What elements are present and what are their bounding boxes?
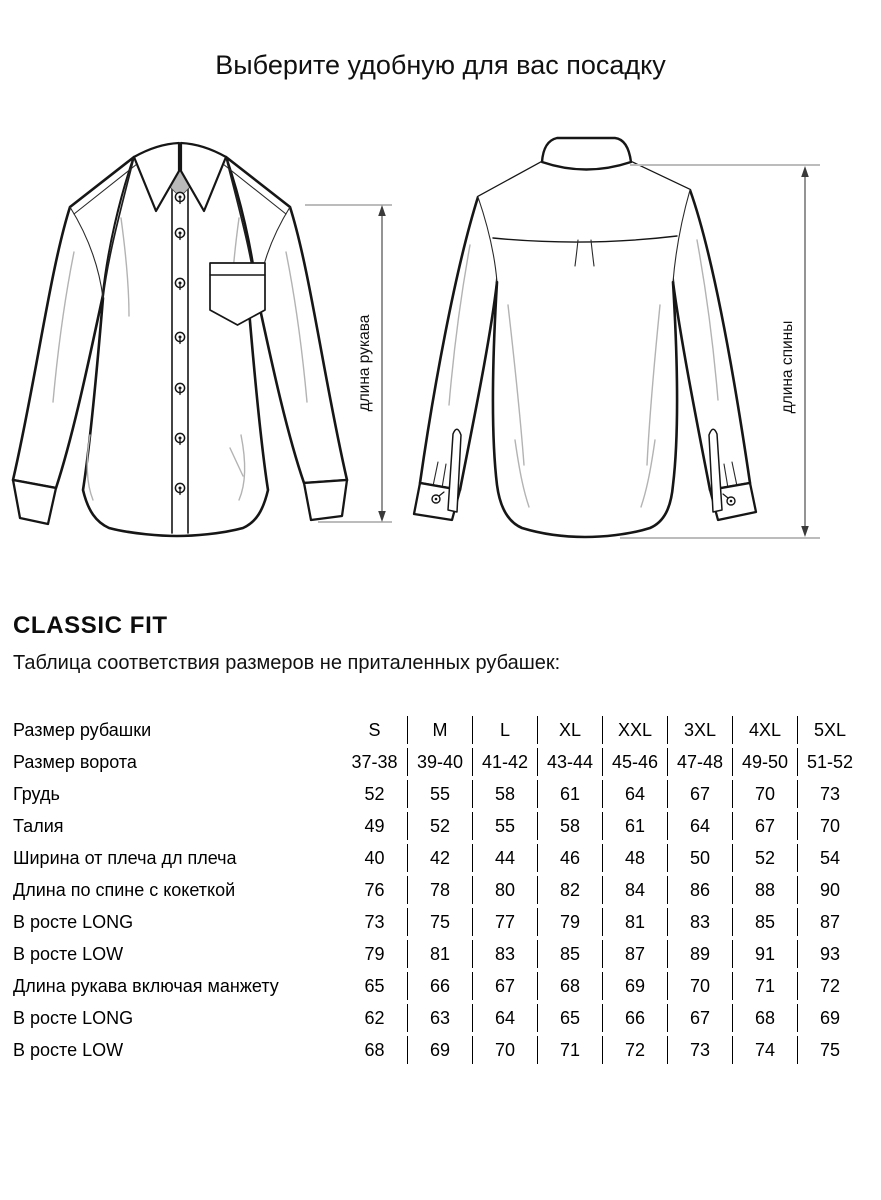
front-right-cuff — [304, 480, 347, 520]
size-value-cell: 80 — [472, 876, 537, 904]
page-title: Выберите удобную для вас посадку — [215, 50, 666, 80]
size-value-cell: 64 — [602, 780, 667, 808]
row-label: Длина по спине с кокеткой — [13, 879, 236, 900]
size-value-cell: 52 — [732, 844, 797, 872]
size-value-cell: XL — [537, 716, 602, 744]
size-value-cell: 68 — [732, 1004, 797, 1032]
row-label: Размер ворота — [13, 751, 137, 772]
size-value-cell: 87 — [602, 940, 667, 968]
shirt-front-drawing — [13, 143, 347, 536]
shirt-back-drawing — [414, 138, 756, 537]
size-value-cell: 78 — [407, 876, 472, 904]
size-value-cell: 85 — [537, 940, 602, 968]
size-value-cell: 58 — [472, 780, 537, 808]
size-value-cell: 67 — [732, 812, 797, 840]
table-row — [13, 908, 862, 936]
table-row — [13, 716, 862, 744]
row-label: В росте LONG — [13, 1007, 134, 1028]
arrow-head-down-icon — [378, 511, 386, 522]
size-value-cell: 65 — [537, 1004, 602, 1032]
size-value-cell: 83 — [667, 908, 732, 936]
size-value-cell: 70 — [667, 972, 732, 1000]
size-value-cell: 93 — [797, 940, 862, 968]
size-value-cell: 37-38 — [351, 751, 398, 772]
size-value-cell: 81 — [407, 940, 472, 968]
size-value-cell: 73 — [667, 1036, 732, 1064]
size-value-cell: 51-52 — [797, 748, 862, 776]
size-value-cell: 74 — [732, 1036, 797, 1064]
size-value-cell: 75 — [797, 1036, 862, 1064]
size-value-cell: 47-48 — [667, 748, 732, 776]
size-value-cell: 49-50 — [732, 748, 797, 776]
table-row — [13, 748, 862, 776]
size-value-cell: 49 — [364, 815, 385, 836]
arrow-head-up-icon — [378, 205, 386, 216]
size-value-cell: 52 — [364, 783, 385, 804]
table-row — [13, 780, 862, 808]
size-value-cell: 63 — [407, 1004, 472, 1032]
size-value-cell: 66 — [602, 1004, 667, 1032]
size-value-cell: 40 — [364, 847, 385, 868]
size-value-cell: 54 — [797, 844, 862, 872]
size-value-cell: 86 — [667, 876, 732, 904]
size-value-cell: 61 — [602, 812, 667, 840]
size-value-cell: 73 — [797, 780, 862, 808]
size-value-cell: 46 — [537, 844, 602, 872]
size-value-cell: 87 — [797, 908, 862, 936]
table-caption: Таблица соответствия размеров не приталенных рубашек: — [13, 652, 561, 674]
size-value-cell: 41-42 — [472, 748, 537, 776]
size-value-cell: 84 — [602, 876, 667, 904]
size-value-cell: 79 — [364, 943, 385, 964]
size-value-cell: XXL — [602, 716, 667, 744]
size-value-cell: 81 — [602, 908, 667, 936]
size-value-cell: 68 — [537, 972, 602, 1000]
size-value-cell: 72 — [602, 1036, 667, 1064]
size-value-cell: 67 — [472, 972, 537, 1000]
size-value-cell: 91 — [732, 940, 797, 968]
sleeve-length-label: длина рукава — [356, 314, 373, 412]
size-value-cell: 50 — [667, 844, 732, 872]
size-value-cell: 64 — [667, 812, 732, 840]
size-value-cell: M — [407, 716, 472, 744]
table-row — [13, 812, 862, 840]
size-value-cell: 70 — [732, 780, 797, 808]
arrow-head-up-icon — [801, 166, 809, 177]
back-body — [478, 162, 690, 537]
size-value-cell: 90 — [797, 876, 862, 904]
front-left-cuff — [13, 480, 56, 524]
size-value-cell: 77 — [472, 908, 537, 936]
size-value-cell: 58 — [537, 812, 602, 840]
size-value-cell: 55 — [472, 812, 537, 840]
size-value-cell: 82 — [537, 876, 602, 904]
size-value-cell: 69 — [602, 972, 667, 1000]
size-table — [13, 712, 862, 1068]
table-row — [13, 1036, 862, 1064]
row-label: В росте LONG — [13, 911, 134, 932]
row-label: Размер рубашки — [13, 719, 152, 740]
size-value-cell: 62 — [364, 1007, 385, 1028]
size-value-cell: 3XL — [667, 716, 732, 744]
size-value-cell: 68 — [364, 1039, 385, 1060]
size-value-cell: 72 — [797, 972, 862, 1000]
size-value-cell: 75 — [407, 908, 472, 936]
row-label: Талия — [13, 815, 64, 836]
size-value-cell: 52 — [407, 812, 472, 840]
size-value-cell: 48 — [602, 844, 667, 872]
size-value-cell: L — [472, 716, 537, 744]
back-length-label: длина спины — [779, 320, 796, 414]
size-table-body — [13, 716, 862, 1064]
size-value-cell: 73 — [364, 911, 385, 932]
row-label: В росте LOW — [13, 943, 124, 964]
size-value-cell: 83 — [472, 940, 537, 968]
size-value-cell: 42 — [407, 844, 472, 872]
size-value-cell: 44 — [472, 844, 537, 872]
size-value-cell: 65 — [364, 975, 385, 996]
row-label: Грудь — [13, 783, 60, 804]
size-value-cell: 70 — [472, 1036, 537, 1064]
row-label: В росте LOW — [13, 1039, 124, 1060]
size-value-cell: 71 — [732, 972, 797, 1000]
size-value-cell: 70 — [797, 812, 862, 840]
size-value-cell: 85 — [732, 908, 797, 936]
table-row — [13, 876, 862, 904]
size-value-cell: 76 — [364, 879, 385, 900]
size-value-cell: 4XL — [732, 716, 797, 744]
size-value-cell: 69 — [407, 1036, 472, 1064]
size-value-cell: 43-44 — [537, 748, 602, 776]
arrow-head-down-icon — [801, 526, 809, 537]
row-label: Ширина от плеча дл плеча — [13, 847, 237, 868]
size-value-cell: 55 — [407, 780, 472, 808]
size-value-cell: 88 — [732, 876, 797, 904]
size-value-cell: 67 — [667, 1004, 732, 1032]
shirts-diagram — [0, 130, 881, 565]
size-value-cell: 66 — [407, 972, 472, 1000]
size-value-cell: 71 — [537, 1036, 602, 1064]
size-value-cell: 79 — [537, 908, 602, 936]
size-value-cell: 89 — [667, 940, 732, 968]
size-value-cell: 61 — [537, 780, 602, 808]
size-value-cell: 5XL — [797, 716, 862, 744]
back-collar — [542, 138, 631, 170]
row-label: Длина рукава включая манжету — [13, 975, 279, 996]
fit-heading: CLASSIC FIT — [13, 612, 168, 639]
size-value-cell: 64 — [472, 1004, 537, 1032]
table-row — [13, 972, 862, 1000]
size-value-cell: 39-40 — [407, 748, 472, 776]
size-value-cell: 69 — [797, 1004, 862, 1032]
size-value-cell: 45-46 — [602, 748, 667, 776]
size-value-cell: 67 — [667, 780, 732, 808]
size-value-cell: S — [368, 719, 381, 740]
table-row — [13, 940, 862, 968]
table-row — [13, 844, 862, 872]
table-row — [13, 1004, 862, 1032]
